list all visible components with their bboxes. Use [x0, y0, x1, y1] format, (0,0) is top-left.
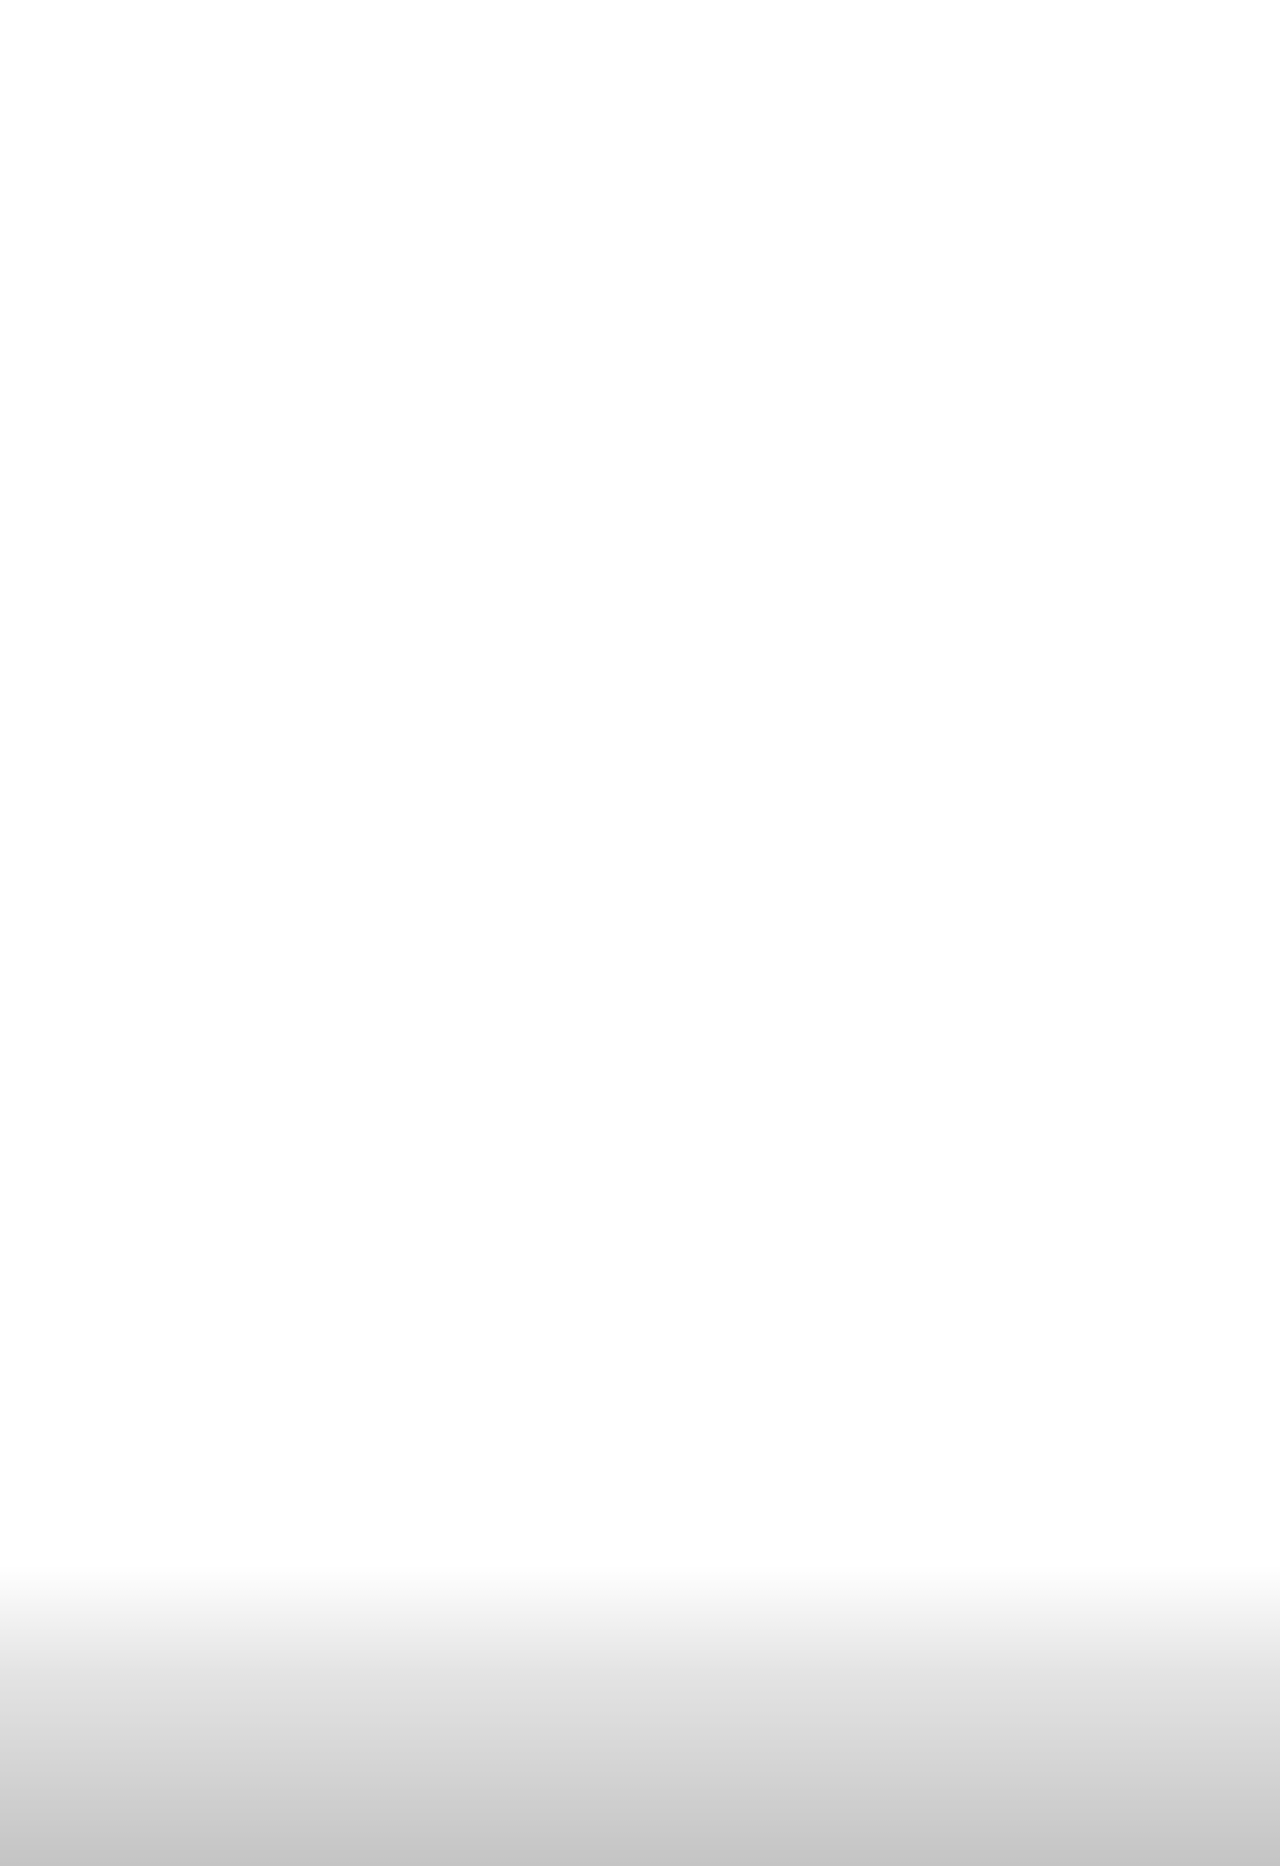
top-star-garland [0, 0, 1280, 240]
bottom-star-garland [0, 1566, 1280, 1866]
afterword [0, 335, 1280, 361]
colophon [0, 987, 1280, 1053]
qr-code-image[interactable] [571, 1420, 683, 1532]
